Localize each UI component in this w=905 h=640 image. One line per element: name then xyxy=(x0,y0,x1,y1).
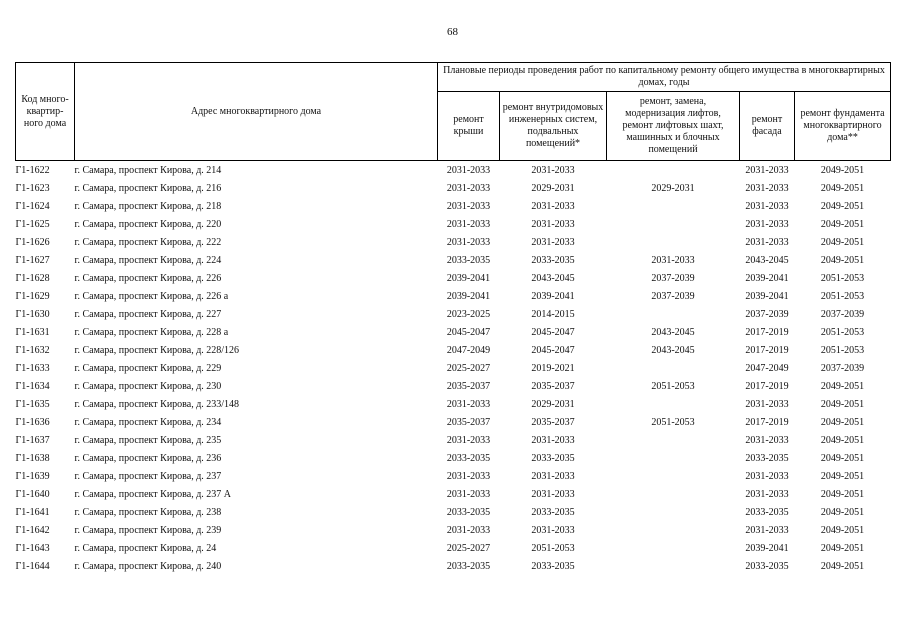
address-cell: г. Самара, проспект Кирова, д. 236 xyxy=(74,452,222,464)
facade-cell: 2031-2033 xyxy=(745,470,789,482)
foundation-cell: 2049-2051 xyxy=(820,218,865,230)
address-cell: г. Самара, проспект Кирова, д. 237 xyxy=(74,470,222,482)
foundation-cell: 2051-2053 xyxy=(820,290,865,302)
facade-cell: 2017-2019 xyxy=(745,344,789,356)
code-cell: Г1-1626 xyxy=(15,236,50,248)
code-cell: Г1-1637 xyxy=(15,434,50,446)
elevators-cell xyxy=(607,449,740,467)
facade-cell: 2031-2033 xyxy=(745,524,789,536)
foundation-cell: 2049-2051 xyxy=(820,200,865,212)
address-cell: г. Самара, проспект Кирова, д. 235 xyxy=(74,434,222,446)
table-row xyxy=(16,503,891,521)
foundation-cell: 2051-2053 xyxy=(820,344,865,356)
address-cell: г. Самара, проспект Кирова, д. 214 xyxy=(74,164,222,176)
engineering-cell: 2033-2035 xyxy=(531,452,575,464)
code-cell: Г1-1628 xyxy=(15,272,50,284)
facade-cell: 2031-2033 xyxy=(745,398,789,410)
facade-cell: 2031-2033 xyxy=(745,164,789,176)
header-address: Адрес многоквартирного дома xyxy=(75,63,438,161)
roof-cell: 2031-2033 xyxy=(446,164,491,176)
roof-cell: 2031-2033 xyxy=(446,182,491,194)
code-cell: Г1-1643 xyxy=(15,542,50,554)
facade-cell: 2043-2045 xyxy=(745,254,789,266)
engineering-cell: 2035-2037 xyxy=(531,416,575,428)
elevators-cell xyxy=(607,305,740,323)
table-row xyxy=(16,413,891,431)
elevators-cell xyxy=(607,197,740,215)
table-row xyxy=(16,521,891,539)
roof-cell: 2039-2041 xyxy=(446,272,491,284)
header-engineering: ремонт внутридомовых инженерных систем, подвальных помещений* xyxy=(500,92,607,161)
table-row xyxy=(16,341,891,359)
address-cell: г. Самара, проспект Кирова, д. 239 xyxy=(74,524,222,536)
elevators-cell: 2043-2045 xyxy=(651,326,695,338)
table-body xyxy=(16,161,891,576)
address-cell: г. Самара, проспект Кирова, д. 240 xyxy=(74,560,222,572)
code-cell: Г1-1636 xyxy=(15,416,50,428)
foundation-cell: 2049-2051 xyxy=(820,380,865,392)
code-cell: Г1-1622 xyxy=(15,164,50,176)
address-cell: г. Самара, проспект Кирова, д. 216 xyxy=(74,182,222,194)
engineering-cell: 2031-2033 xyxy=(531,488,575,500)
address-cell: г. Самара, проспект Кирова, д. 226 а xyxy=(74,290,229,302)
elevators-cell: 2037-2039 xyxy=(651,290,695,302)
elevators-cell: 2051-2053 xyxy=(651,416,695,428)
elevators-cell xyxy=(607,557,740,575)
code-cell: Г1-1623 xyxy=(15,182,50,194)
roof-cell: 2031-2033 xyxy=(446,488,491,500)
engineering-cell: 2031-2033 xyxy=(531,164,575,176)
engineering-cell: 2033-2035 xyxy=(531,506,575,518)
engineering-cell: 2031-2033 xyxy=(531,200,575,212)
code-cell: Г1-1634 xyxy=(15,380,50,392)
table-row xyxy=(16,377,891,395)
roof-cell: 2031-2033 xyxy=(446,434,491,446)
header-elevators: ремонт, замена, модернизация лифтов, ремонт лифтовых шахт, машинных и блочных помещений xyxy=(607,92,740,161)
foundation-cell: 2051-2053 xyxy=(820,326,865,338)
facade-cell: 2033-2035 xyxy=(745,452,789,464)
address-cell: г. Самара, проспект Кирова, д. 237 А xyxy=(74,488,232,500)
address-cell: г. Самара, проспект Кирова, д. 24 xyxy=(74,542,217,554)
elevators-cell: 2031-2033 xyxy=(651,254,695,266)
roof-cell: 2031-2033 xyxy=(446,200,491,212)
foundation-cell: 2049-2051 xyxy=(820,434,865,446)
elevators-cell xyxy=(607,395,740,413)
roof-cell: 2033-2035 xyxy=(446,560,491,572)
facade-cell: 2037-2039 xyxy=(745,308,789,320)
foundation-cell: 2049-2051 xyxy=(820,398,865,410)
foundation-cell: 2037-2039 xyxy=(820,362,865,374)
facade-cell: 2017-2019 xyxy=(745,416,789,428)
table-row xyxy=(16,269,891,287)
engineering-cell: 2033-2035 xyxy=(531,560,575,572)
engineering-cell: 2033-2035 xyxy=(531,254,575,266)
engineering-cell: 2051-2053 xyxy=(531,542,575,554)
engineering-cell: 2031-2033 xyxy=(531,470,575,482)
roof-cell: 2031-2033 xyxy=(446,218,491,230)
address-cell: г. Самара, проспект Кирова, д. 222 xyxy=(74,236,222,248)
engineering-cell: 2043-2045 xyxy=(531,272,575,284)
roof-cell: 2031-2033 xyxy=(446,236,491,248)
engineering-cell: 2031-2033 xyxy=(531,218,575,230)
table-row xyxy=(16,449,891,467)
facade-cell: 2033-2035 xyxy=(745,560,789,572)
engineering-cell: 2045-2047 xyxy=(531,326,575,338)
table-header xyxy=(16,63,891,161)
foundation-cell: 2049-2051 xyxy=(820,254,865,266)
header-roof: ремонт крыши xyxy=(438,92,500,161)
engineering-cell: 2039-2041 xyxy=(531,290,575,302)
table-row xyxy=(16,179,891,197)
engineering-cell: 2029-2031 xyxy=(531,182,575,194)
facade-cell: 2017-2019 xyxy=(745,326,789,338)
code-cell: Г1-1629 xyxy=(15,290,50,302)
roof-cell: 2033-2035 xyxy=(446,506,491,518)
elevators-cell xyxy=(607,215,740,233)
code-cell: Г1-1624 xyxy=(15,200,50,212)
foundation-cell: 2049-2051 xyxy=(820,506,865,518)
engineering-cell: 2014-2015 xyxy=(531,308,575,320)
foundation-cell: 2049-2051 xyxy=(820,452,865,464)
engineering-cell: 2035-2037 xyxy=(531,380,575,392)
table-row xyxy=(16,359,891,377)
engineering-cell: 2045-2047 xyxy=(531,344,575,356)
roof-cell: 2047-2049 xyxy=(446,344,491,356)
code-cell: Г1-1631 xyxy=(15,326,50,338)
roof-cell: 2031-2033 xyxy=(446,398,491,410)
code-cell: Г1-1640 xyxy=(15,488,50,500)
engineering-cell: 2031-2033 xyxy=(531,524,575,536)
foundation-cell: 2049-2051 xyxy=(820,416,865,428)
code-cell: Г1-1630 xyxy=(15,308,50,320)
foundation-cell: 2049-2051 xyxy=(820,542,865,554)
elevators-cell xyxy=(607,233,740,251)
capital-repair-table xyxy=(15,62,891,575)
address-cell: г. Самара, проспект Кирова, д. 229 xyxy=(74,362,222,374)
address-cell: г. Самара, проспект Кирова, д. 238 xyxy=(74,506,222,518)
foundation-cell: 2049-2051 xyxy=(820,524,865,536)
elevators-cell xyxy=(607,485,740,503)
facade-cell: 2039-2041 xyxy=(745,542,789,554)
elevators-cell xyxy=(607,539,740,557)
address-cell: г. Самара, проспект Кирова, д. 230 xyxy=(74,380,222,392)
roof-cell: 2033-2035 xyxy=(446,254,491,266)
table-row xyxy=(16,251,891,269)
table-row xyxy=(16,485,891,503)
elevators-cell: 2029-2031 xyxy=(651,182,695,194)
roof-cell: 2035-2037 xyxy=(446,416,491,428)
code-cell: Г1-1641 xyxy=(15,506,50,518)
facade-cell: 2033-2035 xyxy=(745,506,789,518)
facade-cell: 2031-2033 xyxy=(745,434,789,446)
roof-cell: 2039-2041 xyxy=(446,290,491,302)
table-row xyxy=(16,197,891,215)
foundation-cell: 2049-2051 xyxy=(820,470,865,482)
facade-cell: 2031-2033 xyxy=(745,488,789,500)
code-cell: Г1-1635 xyxy=(15,398,50,410)
table-row xyxy=(16,161,891,180)
table-row xyxy=(16,557,891,575)
roof-cell: 2035-2037 xyxy=(446,380,491,392)
header-facade: ремонт фасада xyxy=(740,92,795,161)
elevators-cell xyxy=(607,359,740,377)
facade-cell: 2039-2041 xyxy=(745,290,789,302)
roof-cell: 2025-2027 xyxy=(446,362,491,374)
foundation-cell: 2049-2051 xyxy=(820,164,865,176)
address-cell: г. Самара, проспект Кирова, д. 234 xyxy=(74,416,222,428)
facade-cell: 2031-2033 xyxy=(745,200,789,212)
code-cell: Г1-1642 xyxy=(15,524,50,536)
page-number: 68 xyxy=(447,26,458,38)
facade-cell: 2031-2033 xyxy=(745,182,789,194)
address-cell: г. Самара, проспект Кирова, д. 228 а xyxy=(74,326,229,338)
address-cell: г. Самара, проспект Кирова, д. 220 xyxy=(74,218,222,230)
facade-cell: 2031-2033 xyxy=(745,218,789,230)
facade-cell: 2039-2041 xyxy=(745,272,789,284)
code-cell: Г1-1627 xyxy=(15,254,50,266)
roof-cell: 2031-2033 xyxy=(446,470,491,482)
elevators-cell: 2043-2045 xyxy=(651,344,695,356)
address-cell: г. Самара, проспект Кирова, д. 224 xyxy=(74,254,222,266)
table-row xyxy=(16,431,891,449)
roof-cell: 2045-2047 xyxy=(446,326,491,338)
roof-cell: 2023-2025 xyxy=(446,308,491,320)
elevators-cell xyxy=(607,161,740,180)
address-cell: г. Самара, проспект Кирова, д. 218 xyxy=(74,200,222,212)
code-cell: Г1-1625 xyxy=(15,218,50,230)
header-code: Код много-квартир-ного дома xyxy=(16,63,75,161)
address-cell: г. Самара, проспект Кирова, д. 228/126 xyxy=(74,344,240,356)
foundation-cell: 2037-2039 xyxy=(820,308,865,320)
engineering-cell: 2031-2033 xyxy=(531,434,575,446)
foundation-cell: 2049-2051 xyxy=(820,182,865,194)
table-row xyxy=(16,395,891,413)
elevators-cell: 2051-2053 xyxy=(651,380,695,392)
table-row xyxy=(16,233,891,251)
table-row xyxy=(16,287,891,305)
code-cell: Г1-1638 xyxy=(15,452,50,464)
code-cell: Г1-1644 xyxy=(15,560,50,572)
engineering-cell: 2019-2021 xyxy=(531,362,575,374)
address-cell: г. Самара, проспект Кирова, д. 227 xyxy=(74,308,222,320)
elevators-cell xyxy=(607,521,740,539)
table-row xyxy=(16,215,891,233)
elevators-cell xyxy=(607,467,740,485)
elevators-cell: 2037-2039 xyxy=(651,272,695,284)
roof-cell: 2031-2033 xyxy=(446,524,491,536)
header-foundation: ремонт фундамента многоквартирного дома** xyxy=(795,92,891,161)
header-periods: Плановые периоды проведения работ по капитальному ремонту общего имущества в многоквартирных домах, годы xyxy=(438,63,891,92)
foundation-cell: 2051-2053 xyxy=(820,272,865,284)
code-cell: Г1-1632 xyxy=(15,344,50,356)
table-row xyxy=(16,467,891,485)
engineering-cell: 2031-2033 xyxy=(531,236,575,248)
foundation-cell: 2049-2051 xyxy=(820,236,865,248)
roof-cell: 2025-2027 xyxy=(446,542,491,554)
address-cell: г. Самара, проспект Кирова, д. 233/148 xyxy=(74,398,240,410)
engineering-cell: 2029-2031 xyxy=(531,398,575,410)
address-cell: г. Самара, проспект Кирова, д. 226 xyxy=(74,272,222,284)
foundation-cell: 2049-2051 xyxy=(820,488,865,500)
facade-cell: 2031-2033 xyxy=(745,236,789,248)
elevators-cell xyxy=(607,503,740,521)
foundation-cell: 2049-2051 xyxy=(820,560,865,572)
roof-cell: 2033-2035 xyxy=(446,452,491,464)
facade-cell: 2017-2019 xyxy=(745,380,789,392)
elevators-cell xyxy=(607,431,740,449)
facade-cell: 2047-2049 xyxy=(745,362,789,374)
table-row xyxy=(16,305,891,323)
table-row xyxy=(16,323,891,341)
code-cell: Г1-1633 xyxy=(15,362,50,374)
table-row xyxy=(16,539,891,557)
code-cell: Г1-1639 xyxy=(15,470,50,482)
